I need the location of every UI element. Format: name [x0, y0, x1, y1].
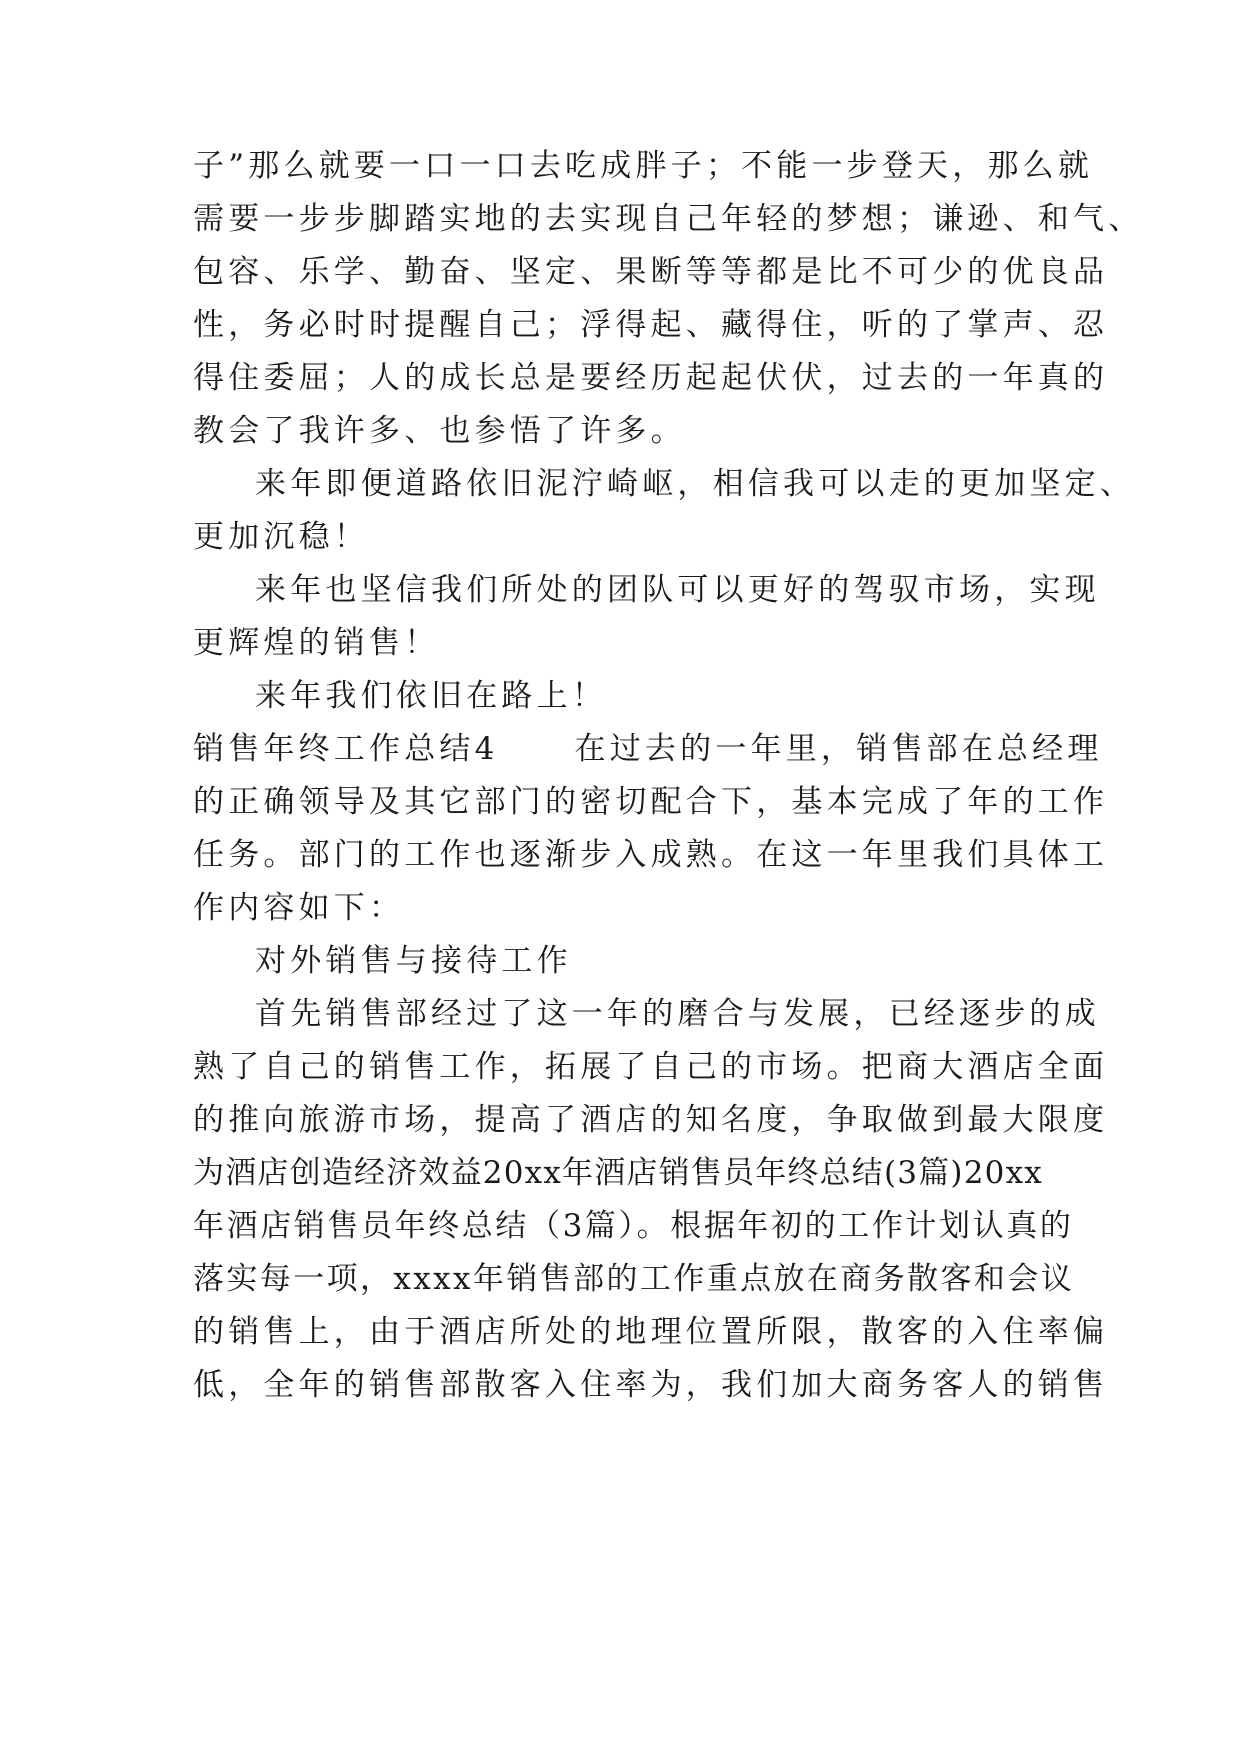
paragraph-line: 来年我们依旧在路上！	[255, 678, 607, 714]
paragraph-line: 年酒店销售员年终总结（3篇）。根据年初的工作计划认真的	[193, 1208, 1074, 1244]
paragraph-line: 需要一步步脚踏实地的去实现自己年轻的梦想；谦逊、和气、	[193, 201, 1144, 237]
paragraph-line: 作内容如下：	[193, 890, 405, 926]
paragraph-line: 性，务必时时提醒自己；浮得起、藏得住，听的了掌声、忍	[193, 307, 1109, 343]
paragraph-line: 来年即便道路依旧泥泞崎岖，相信我可以走的更加坚定、	[255, 466, 1135, 502]
paragraph-line: 落实每一项，xxxx年销售部的工作重点放在商务散客和会议	[193, 1261, 1075, 1297]
paragraph-line: 来年也坚信我们所处的团队可以更好的驾驭市场，实现	[255, 572, 1100, 608]
paragraph-line: 包容、乐学、勤奋、坚定、果断等等都是比不可少的优良品	[193, 254, 1109, 290]
paragraph-line: 任务。部门的工作也逐渐步入成熟。在这一年里我们具体工	[193, 837, 1109, 873]
paragraph-line: 教会了我许多、也参悟了许多。	[193, 413, 686, 449]
paragraph-line: 为酒店创造经济效益20xx年酒店销售员年终总结(3篇)20xx	[193, 1155, 1043, 1191]
paragraph-line: 得住委屈；人的成长总是要经历起起伏伏，过去的一年真的	[193, 360, 1109, 396]
paragraph-line: 更加沉稳！	[193, 519, 369, 555]
section-title: 销售年终工作总结4	[193, 731, 499, 767]
section-heading-line	[193, 729, 1103, 769]
paragraph-text: 在过去的一年里，销售部在总经理	[574, 731, 1103, 767]
paragraph-line: 的正确领导及其它部门的密切配合下，基本完成了年的工作	[193, 784, 1109, 820]
paragraph-line: 更辉煌的销售！	[193, 625, 440, 661]
paragraph-line: 子”那么就要一口一口去吃成胖子；不能一步登天，那么就	[193, 148, 1094, 184]
paragraph-line: 首先销售部经过了这一年的磨合与发展，已经逐步的成	[255, 996, 1100, 1032]
paragraph-line: 熟了自己的销售工作，拓展了自己的市场。把商大酒店全面	[193, 1049, 1109, 1085]
paragraph-line: 的推向旅游市场，提高了酒店的知名度，争取做到最大限度	[193, 1102, 1109, 1138]
paragraph-line: 低，全年的销售部散客入住率为，我们加大商务客人的销售	[193, 1367, 1109, 1403]
paragraph-line: 的销售上，由于酒店所处的地理位置所限，散客的入住率偏	[193, 1314, 1109, 1350]
subheading-line: 对外销售与接待工作	[255, 943, 572, 979]
